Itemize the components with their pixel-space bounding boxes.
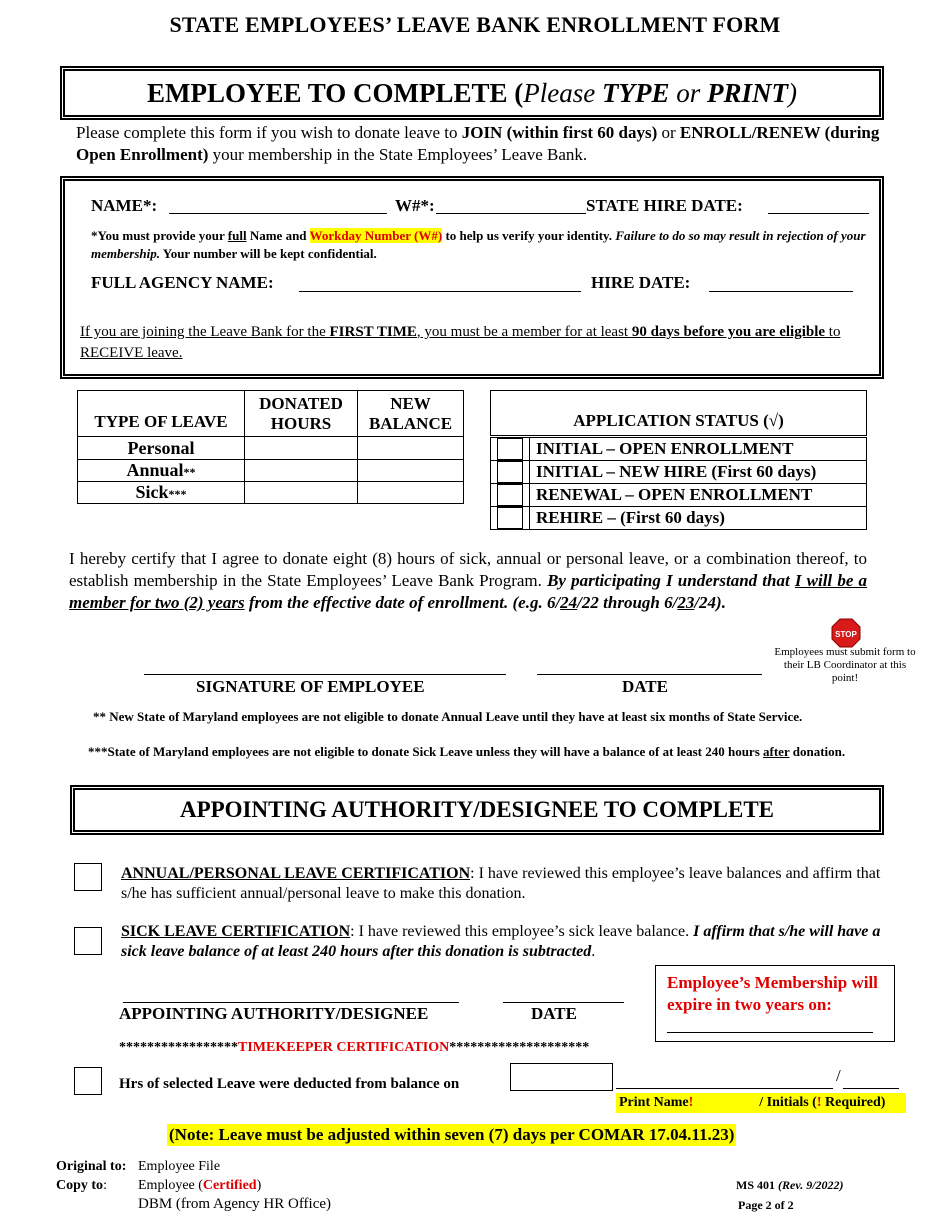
- identity-note: *You must provide your full Name and Workday Number (W#) to help us verify your identity. Failure to do so may result in rejection of your membership. Your number will be kept confidential.: [91, 228, 866, 261]
- status-checkbox-rehire[interactable]: [497, 507, 523, 529]
- name-label: NAME*:: [91, 196, 158, 215]
- hire-date-label: HIRE DATE:: [591, 273, 691, 292]
- designee-date-label: DATE: [531, 1004, 577, 1023]
- agency-label: FULL AGENCY NAME:: [91, 273, 274, 292]
- sick-certification-text: SICK LEAVE CERTIFICATION: I have reviewed this employee’s sick leave balance. I affirm that s/he will have a sick leave balance of at least 240 hours after this donation is subtracted.: [121, 923, 881, 960]
- status-option-new-hire: INITIAL – NEW HIRE (First 60 days): [530, 461, 867, 484]
- status-option-renewal: RENEWAL – OPEN ENROLLMENT: [530, 484, 867, 507]
- certification-paragraph: I hereby certify that I agree to donate eight (8) hours of sick, annual or personal leave, or a combination thereof, to establish membership in the State Employees’ Leave Bank Program. By participating I understand that I will be a member for two (2) years from the effective date of enrollment. (e.g. 6/24/22 through 6/23/24).: [69, 549, 868, 612]
- new-balance-sick[interactable]: [358, 482, 464, 504]
- page-number: Page 2 of 2: [738, 1198, 794, 1212]
- annual-certification-checkbox[interactable]: [74, 863, 102, 891]
- status-option-initial-open: INITIAL – OPEN ENROLLMENT: [530, 437, 867, 461]
- intro-text: Please complete this form if you wish to donate leave to JOIN (within first 60 days) or ENROLL/RENEW (during Open Enrollment) your membership in the State Employees’ Leave Bank.: [76, 123, 880, 164]
- leave-table: [77, 390, 464, 504]
- timekeeper-initials-field[interactable]: [843, 1070, 899, 1089]
- status-header: APPLICATION STATUS (√): [491, 391, 867, 437]
- donated-hours-personal[interactable]: [245, 437, 358, 460]
- stop-note: Employees must submit form to their LB Coordinator at this point!: [774, 646, 916, 684]
- date-label: DATE: [622, 677, 668, 696]
- leave-row-sick: Sick***: [78, 482, 245, 504]
- svg-text:STOP: STOP: [835, 630, 857, 639]
- footnote-sick: ***State of Maryland employees are not eligible to donate Sick Leave unless they will have a balance of at least 240 hours after donation.: [88, 744, 846, 759]
- first-time-note: If you are joining the Leave Bank for the FIRST TIME, you must be a member for at least 90 days before you are eligible to RECEIVE leave.: [80, 324, 841, 361]
- new-balance-personal[interactable]: [358, 437, 464, 460]
- signature-label: SIGNATURE OF EMPLOYEE: [196, 677, 425, 696]
- adjustment-note: (Note: Leave must be adjusted within seven (7) days per COMAR 17.04.11.23): [169, 1125, 735, 1144]
- form-number: MS 401 (Rev. 9/2022): [736, 1178, 844, 1192]
- stop-sign-icon: [831, 618, 861, 648]
- donated-hours-annual[interactable]: [245, 460, 358, 482]
- application-status-table: [490, 390, 867, 530]
- footnote-annual: ** New State of Maryland employees are not eligible to donate Annual Leave until they have at least six months of State Service.: [93, 709, 803, 724]
- donated-hours-header: DONATED HOURS: [245, 391, 358, 437]
- print-name-initials-label: Print Name! / Initials (! Required): [616, 1093, 906, 1113]
- timekeeper-deducted-text: Hrs of selected Leave were deducted from balance on: [119, 1076, 460, 1092]
- new-balance-annual[interactable]: [358, 460, 464, 482]
- name-field[interactable]: [169, 196, 387, 214]
- sick-certification-checkbox[interactable]: [74, 927, 102, 955]
- state-hire-date-field[interactable]: [768, 196, 869, 214]
- leave-row-personal: Personal: [78, 437, 245, 460]
- state-hire-date-label: STATE HIRE DATE:: [586, 196, 743, 215]
- form-title: STATE EMPLOYEES’ LEAVE BANK ENROLLMENT FORM: [169, 12, 781, 37]
- leave-row-annual: Annual**: [78, 460, 245, 482]
- timekeeper-name-field[interactable]: [616, 1070, 833, 1089]
- employee-date-field[interactable]: [537, 657, 762, 675]
- donated-hours-sick[interactable]: [245, 482, 358, 504]
- annual-certification-text: ANNUAL/PERSONAL LEAVE CERTIFICATION: I have reviewed this employee’s leave balances and affirm that s/he has sufficient annual/personal leave to make this donation.: [121, 865, 881, 902]
- w-number-field[interactable]: [436, 196, 586, 214]
- w-number-label: W#*:: [395, 196, 435, 215]
- deduction-date-field[interactable]: [510, 1063, 613, 1091]
- leave-type-header: TYPE OF LEAVE: [78, 391, 245, 437]
- designee-date-field[interactable]: [503, 985, 624, 1003]
- designee-label: APPOINTING AUTHORITY/DESIGNEE: [119, 1004, 429, 1023]
- employee-signature-field[interactable]: [144, 657, 506, 675]
- new-balance-header: NEW BALANCE: [358, 391, 464, 437]
- timekeeper-heading: *****************TIMEKEEPER CERTIFICATION********************: [119, 1040, 590, 1055]
- authority-section-header: APPOINTING AUTHORITY/DESIGNEE TO COMPLETE: [70, 785, 884, 835]
- designee-signature-field[interactable]: [123, 985, 459, 1003]
- status-checkbox-initial-open[interactable]: [497, 438, 523, 460]
- hire-date-field[interactable]: [709, 274, 853, 292]
- membership-expire-text: Employee’s Membership will expire in two years on:: [667, 973, 878, 1014]
- status-checkbox-renewal[interactable]: [497, 484, 523, 506]
- footer-routing: Original to: Employee File Copy to: Employee (Certified) DBM (from Agency HR Office): [56, 1159, 332, 1212]
- agency-field[interactable]: [299, 274, 581, 292]
- status-option-rehire: REHIRE – (First 60 days): [530, 507, 867, 530]
- membership-expire-field[interactable]: [667, 1020, 873, 1033]
- timekeeper-slash: /: [836, 1066, 841, 1085]
- timekeeper-checkbox[interactable]: [74, 1067, 102, 1095]
- status-checkbox-new-hire[interactable]: [497, 461, 523, 483]
- membership-expire-box: [655, 965, 895, 1042]
- employee-section-header: EMPLOYEE TO COMPLETE (Please TYPE or PRINT): [60, 66, 884, 120]
